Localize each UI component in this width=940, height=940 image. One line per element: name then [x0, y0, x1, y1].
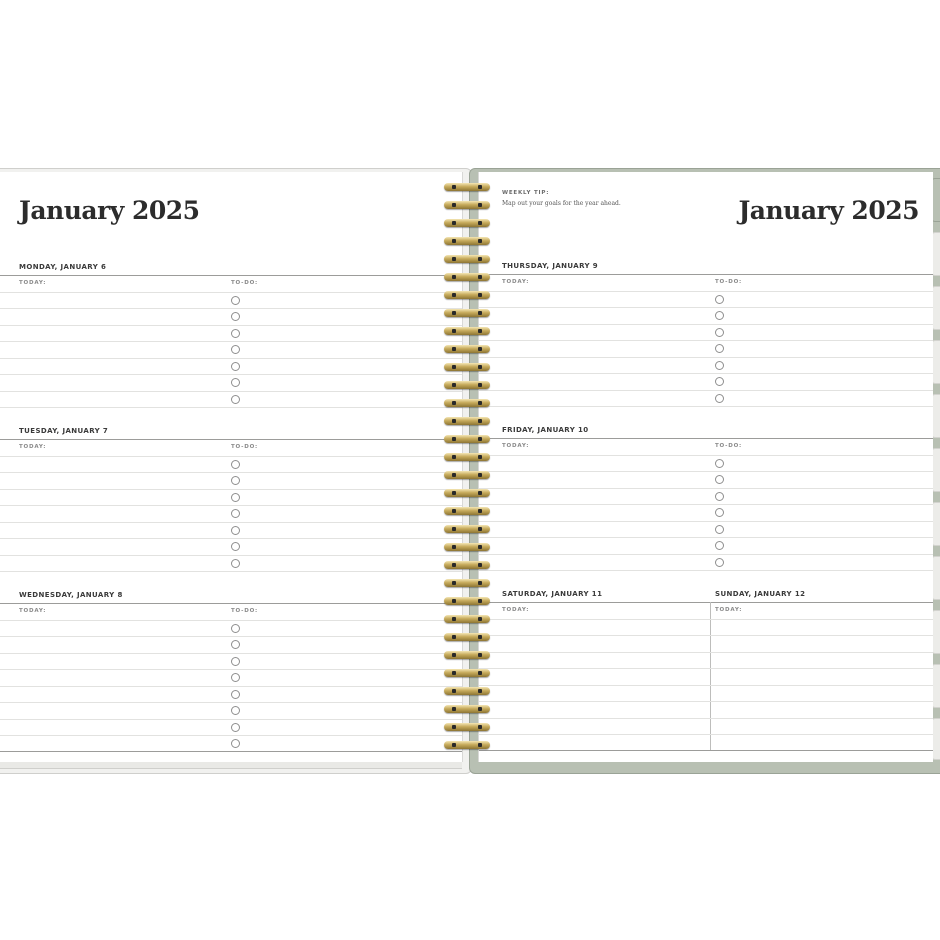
writing-line	[0, 653, 462, 654]
day-label-thursday: THURSDAY, JANUARY 9	[502, 262, 599, 270]
spiral-ring	[444, 255, 490, 263]
spiral-ring	[444, 291, 490, 299]
todo-checkbox[interactable]	[715, 377, 724, 386]
spiral-ring	[444, 579, 490, 587]
writing-line	[0, 341, 462, 342]
divider	[479, 750, 933, 751]
spiral-ring	[444, 705, 490, 713]
day-label-wednesday: WEDNESDAY, JANUARY 8	[19, 591, 123, 599]
writing-line	[0, 669, 462, 670]
writing-line	[479, 718, 933, 719]
spiral-ring	[444, 309, 490, 317]
writing-line	[479, 324, 933, 325]
writing-line	[0, 292, 462, 293]
spiral-ring	[444, 381, 490, 389]
spiral-ring	[444, 669, 490, 677]
todo-checkbox[interactable]	[231, 460, 240, 469]
todo-label: TO-DO:	[715, 279, 743, 285]
writing-line	[479, 373, 933, 374]
todo-checkbox[interactable]	[231, 657, 240, 666]
todo-checkbox[interactable]	[231, 673, 240, 682]
writing-line	[0, 571, 462, 572]
writing-line	[0, 308, 462, 309]
spiral-ring	[444, 417, 490, 425]
writing-line	[479, 471, 933, 472]
today-label: TODAY:	[19, 444, 47, 450]
todo-checkbox[interactable]	[231, 312, 240, 321]
todo-checkbox[interactable]	[715, 475, 724, 484]
today-label: TODAY:	[502, 607, 530, 613]
todo-checkbox[interactable]	[231, 362, 240, 371]
spiral-ring	[444, 507, 490, 515]
todo-checkbox[interactable]	[715, 508, 724, 517]
divider	[0, 439, 462, 440]
writing-line	[479, 455, 933, 456]
spiral-ring	[444, 219, 490, 227]
todo-label: TO-DO:	[231, 608, 259, 614]
today-label: TODAY:	[19, 280, 47, 286]
divider	[479, 438, 933, 439]
todo-checkbox[interactable]	[231, 526, 240, 535]
writing-line	[479, 406, 933, 407]
todo-checkbox[interactable]	[715, 295, 724, 304]
left-page	[0, 172, 463, 762]
writing-line	[479, 619, 933, 620]
writing-line	[479, 521, 933, 522]
writing-line	[0, 538, 462, 539]
writing-line	[479, 357, 933, 358]
writing-line	[479, 635, 933, 636]
writing-line	[479, 488, 933, 489]
spiral-ring	[444, 201, 490, 209]
weekend-divider	[710, 602, 711, 750]
day-label-friday: FRIDAY, JANUARY 10	[502, 426, 589, 434]
writing-line	[0, 719, 462, 720]
todo-checkbox[interactable]	[715, 459, 724, 468]
spiral-ring	[444, 345, 490, 353]
writing-line	[0, 374, 462, 375]
spiral-binding	[444, 181, 492, 761]
spiral-ring	[444, 597, 490, 605]
todo-checkbox[interactable]	[715, 492, 724, 501]
divider	[479, 602, 933, 603]
todo-checkbox[interactable]	[231, 690, 240, 699]
writing-line	[479, 734, 933, 735]
todo-checkbox[interactable]	[715, 541, 724, 550]
left-page-edges	[0, 762, 462, 769]
todo-checkbox[interactable]	[715, 525, 724, 534]
spiral-ring	[444, 561, 490, 569]
todo-checkbox[interactable]	[715, 344, 724, 353]
todo-checkbox[interactable]	[231, 509, 240, 518]
writing-line	[479, 291, 933, 292]
month-title: January 2025	[19, 196, 200, 225]
spiral-ring	[444, 543, 490, 551]
writing-line	[479, 570, 933, 571]
todo-checkbox[interactable]	[231, 493, 240, 502]
todo-checkbox[interactable]	[715, 328, 724, 337]
writing-line	[479, 390, 933, 391]
writing-line	[0, 505, 462, 506]
todo-checkbox[interactable]	[231, 542, 240, 551]
spiral-ring	[444, 273, 490, 281]
day-label-tuesday: TUESDAY, JANUARY 7	[19, 427, 109, 435]
writing-line	[0, 686, 462, 687]
writing-line	[0, 472, 462, 473]
divider	[0, 603, 462, 604]
writing-line	[0, 391, 462, 392]
todo-checkbox[interactable]	[231, 706, 240, 715]
writing-line	[479, 685, 933, 686]
todo-checkbox[interactable]	[231, 640, 240, 649]
day-label-monday: MONDAY, JANUARY 6	[19, 263, 107, 271]
weekly-tip-text: Map out your goals for the year ahead.	[502, 200, 621, 207]
writing-line	[0, 555, 462, 556]
todo-checkbox[interactable]	[231, 739, 240, 748]
writing-line	[0, 620, 462, 621]
day-label-sunday: SUNDAY, JANUARY 12	[715, 590, 806, 598]
writing-line	[479, 307, 933, 308]
divider	[0, 275, 462, 276]
spiral-ring	[444, 741, 490, 749]
todo-checkbox[interactable]	[231, 296, 240, 305]
spiral-ring	[444, 183, 490, 191]
divider	[479, 274, 933, 275]
writing-line	[0, 522, 462, 523]
todo-checkbox[interactable]	[715, 394, 724, 403]
right-page	[478, 172, 933, 762]
writing-line	[0, 702, 462, 703]
writing-line	[479, 668, 933, 669]
todo-label: TO-DO:	[231, 280, 259, 286]
today-label: TODAY:	[715, 607, 743, 613]
spiral-ring	[444, 453, 490, 461]
writing-line	[479, 652, 933, 653]
writing-line	[479, 340, 933, 341]
todo-checkbox[interactable]	[715, 361, 724, 370]
todo-checkbox[interactable]	[715, 558, 724, 567]
weekly-tip-label: WEEKLY TIP:	[502, 190, 550, 196]
spiral-ring	[444, 237, 490, 245]
today-label: TODAY:	[19, 608, 47, 614]
spiral-ring	[444, 633, 490, 641]
todo-checkbox[interactable]	[231, 559, 240, 568]
day-label-saturday: SATURDAY, JANUARY 11	[502, 590, 603, 598]
month-title: January 2025	[738, 196, 919, 225]
writing-line	[0, 489, 462, 490]
todo-checkbox[interactable]	[231, 345, 240, 354]
writing-line	[0, 636, 462, 637]
todo-checkbox[interactable]	[231, 395, 240, 404]
spiral-ring	[444, 327, 490, 335]
writing-line	[0, 325, 462, 326]
divider	[0, 751, 462, 752]
today-label: TODAY:	[502, 443, 530, 449]
spiral-ring	[444, 723, 490, 731]
spiral-ring	[444, 471, 490, 479]
todo-checkbox[interactable]	[715, 311, 724, 320]
writing-line	[479, 504, 933, 505]
writing-line	[0, 407, 462, 408]
writing-line	[479, 537, 933, 538]
todo-checkbox[interactable]	[231, 329, 240, 338]
writing-line	[0, 456, 462, 457]
todo-checkbox[interactable]	[231, 723, 240, 732]
todo-checkbox[interactable]	[231, 476, 240, 485]
spiral-ring	[444, 651, 490, 659]
spiral-ring	[444, 399, 490, 407]
spiral-ring	[444, 687, 490, 695]
writing-line	[0, 735, 462, 736]
writing-line	[479, 554, 933, 555]
writing-line	[479, 701, 933, 702]
spiral-ring	[444, 525, 490, 533]
todo-checkbox[interactable]	[231, 378, 240, 387]
spiral-ring	[444, 435, 490, 443]
spiral-ring	[444, 615, 490, 623]
spiral-ring	[444, 363, 490, 371]
writing-line	[0, 358, 462, 359]
todo-label: TO-DO:	[715, 443, 743, 449]
today-label: TODAY:	[502, 279, 530, 285]
todo-checkbox[interactable]	[231, 624, 240, 633]
spiral-ring	[444, 489, 490, 497]
todo-label: TO-DO:	[231, 444, 259, 450]
